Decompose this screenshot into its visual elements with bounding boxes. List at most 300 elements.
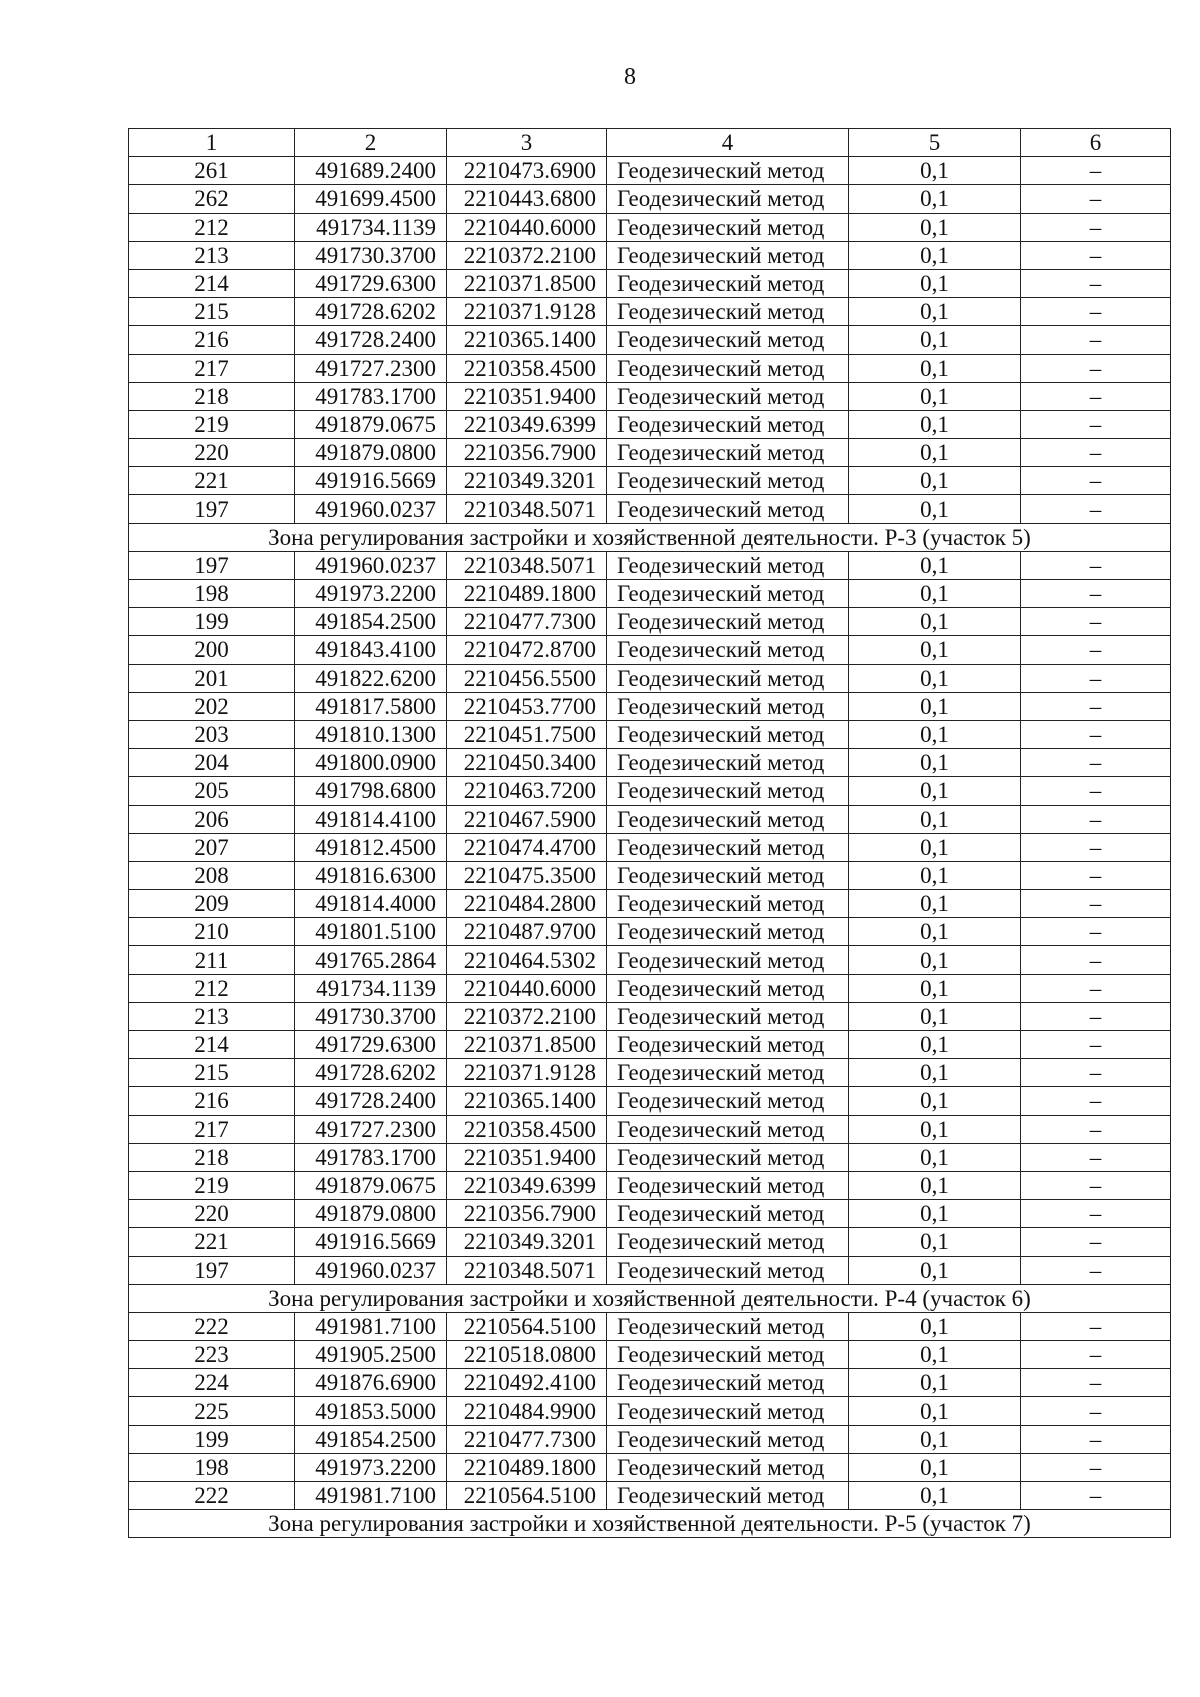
table-cell: 2210351.9400 bbox=[447, 1143, 607, 1171]
table-cell: 491973.2200 bbox=[295, 1453, 447, 1481]
table-cell: 0,1 bbox=[849, 298, 1021, 326]
table-cell: 0,1 bbox=[849, 1397, 1021, 1425]
zone-heading: Зона регулирования застройки и хозяйственной деятельности. Р-5 (участок 7) bbox=[129, 1510, 1171, 1538]
table-cell: Геодезический метод bbox=[607, 185, 849, 213]
table-cell: 0,1 bbox=[849, 410, 1021, 438]
table-cell: 219 bbox=[129, 1171, 295, 1199]
table-cell: 216 bbox=[129, 326, 295, 354]
table-cell: 491960.0237 bbox=[295, 551, 447, 579]
table-cell: Геодезический метод bbox=[607, 1397, 849, 1425]
table-cell: 0,1 bbox=[849, 1369, 1021, 1397]
table-cell: Геодезический метод bbox=[607, 805, 849, 833]
table-cell: 2210477.7300 bbox=[447, 608, 607, 636]
table-row bbox=[129, 1171, 1171, 1199]
table-cell: 0,1 bbox=[849, 185, 1021, 213]
table-cell: 491728.2400 bbox=[295, 1087, 447, 1115]
table-header-row bbox=[129, 129, 1171, 157]
table-cell: 2210450.3400 bbox=[447, 749, 607, 777]
table-cell: – bbox=[1021, 580, 1171, 608]
table-cell: 2210492.4100 bbox=[447, 1369, 607, 1397]
table-row bbox=[129, 1228, 1171, 1256]
table-cell: 491822.6200 bbox=[295, 664, 447, 692]
table-cell: 491730.3700 bbox=[295, 1002, 447, 1030]
header-cell: 6 bbox=[1021, 129, 1171, 157]
table-cell: 0,1 bbox=[849, 1228, 1021, 1256]
table-cell: 0,1 bbox=[849, 495, 1021, 523]
table-cell: 202 bbox=[129, 692, 295, 720]
table-cell: – bbox=[1021, 890, 1171, 918]
table-row bbox=[129, 157, 1171, 185]
table-cell: 206 bbox=[129, 805, 295, 833]
table-row bbox=[129, 439, 1171, 467]
table-cell: Геодезический метод bbox=[607, 157, 849, 185]
table-cell: – bbox=[1021, 1031, 1171, 1059]
table-row bbox=[129, 664, 1171, 692]
table-cell: – bbox=[1021, 213, 1171, 241]
table-cell: 0,1 bbox=[849, 439, 1021, 467]
table-cell: Геодезический метод bbox=[607, 1115, 849, 1143]
table-cell: 491729.6300 bbox=[295, 269, 447, 297]
table-cell: 217 bbox=[129, 1115, 295, 1143]
table-cell: 491783.1700 bbox=[295, 382, 447, 410]
table-cell: 491728.6202 bbox=[295, 298, 447, 326]
table-row bbox=[129, 692, 1171, 720]
table-cell: 213 bbox=[129, 1002, 295, 1030]
table-row bbox=[129, 241, 1171, 269]
table-cell: 0,1 bbox=[849, 1059, 1021, 1087]
header-cell: 4 bbox=[607, 129, 849, 157]
zone-heading-row bbox=[129, 523, 1171, 551]
table-cell: Геодезический метод bbox=[607, 636, 849, 664]
table-cell: 491734.1139 bbox=[295, 974, 447, 1002]
table-cell: – bbox=[1021, 551, 1171, 579]
table-cell: 491727.2300 bbox=[295, 354, 447, 382]
table-cell: Геодезический метод bbox=[607, 918, 849, 946]
table-cell: Геодезический метод bbox=[607, 1171, 849, 1199]
table-cell: 2210484.9900 bbox=[447, 1397, 607, 1425]
table-cell: Геодезический метод bbox=[607, 749, 849, 777]
table-cell: 0,1 bbox=[849, 241, 1021, 269]
table-row bbox=[129, 777, 1171, 805]
page-number: 8 bbox=[624, 64, 636, 90]
table-cell: 491783.1700 bbox=[295, 1143, 447, 1171]
table-cell: 491854.2500 bbox=[295, 608, 447, 636]
table-cell: 2210349.6399 bbox=[447, 410, 607, 438]
table-cell: Геодезический метод bbox=[607, 326, 849, 354]
table-cell: – bbox=[1021, 467, 1171, 495]
table-cell: Геодезический метод bbox=[607, 213, 849, 241]
table-row bbox=[129, 551, 1171, 579]
table-cell: Геодезический метод bbox=[607, 1143, 849, 1171]
table-row bbox=[129, 749, 1171, 777]
table-row bbox=[129, 1256, 1171, 1284]
table-cell: – bbox=[1021, 439, 1171, 467]
table-row bbox=[129, 833, 1171, 861]
table-cell: 2210440.6000 bbox=[447, 974, 607, 1002]
table-cell: 0,1 bbox=[849, 664, 1021, 692]
table-cell: Геодезический метод bbox=[607, 241, 849, 269]
table-cell: 0,1 bbox=[849, 1143, 1021, 1171]
table-cell: 2210484.2800 bbox=[447, 890, 607, 918]
table-cell: 2210451.7500 bbox=[447, 720, 607, 748]
zone-heading: Зона регулирования застройки и хозяйственной деятельности. Р-4 (участок 6) bbox=[129, 1284, 1171, 1312]
coordinates-table bbox=[128, 128, 1171, 1538]
table-cell: 0,1 bbox=[849, 467, 1021, 495]
table-cell: 0,1 bbox=[849, 1312, 1021, 1340]
table-cell: 491730.3700 bbox=[295, 241, 447, 269]
table-cell: 214 bbox=[129, 269, 295, 297]
table-body bbox=[129, 129, 1171, 1538]
table-cell: Геодезический метод bbox=[607, 664, 849, 692]
table-cell: 491798.6800 bbox=[295, 777, 447, 805]
table-cell: 204 bbox=[129, 749, 295, 777]
table-cell: 0,1 bbox=[849, 269, 1021, 297]
table-cell: 0,1 bbox=[849, 974, 1021, 1002]
table-cell: 0,1 bbox=[849, 946, 1021, 974]
table-cell: 2210474.4700 bbox=[447, 833, 607, 861]
table-cell: 2210371.9128 bbox=[447, 1059, 607, 1087]
table-cell: 0,1 bbox=[849, 918, 1021, 946]
table-cell: 491814.4000 bbox=[295, 890, 447, 918]
table-cell: 2210440.6000 bbox=[447, 213, 607, 241]
table-cell: 491973.2200 bbox=[295, 580, 447, 608]
table-cell: 491905.2500 bbox=[295, 1341, 447, 1369]
table-row bbox=[129, 1115, 1171, 1143]
table-cell: 199 bbox=[129, 1425, 295, 1453]
table-cell: Геодезический метод bbox=[607, 890, 849, 918]
table-cell: Геодезический метод bbox=[607, 298, 849, 326]
header-cell: 3 bbox=[447, 129, 607, 157]
table-cell: 491916.5669 bbox=[295, 1228, 447, 1256]
table-cell: 2210371.8500 bbox=[447, 269, 607, 297]
table-cell: Геодезический метод bbox=[607, 580, 849, 608]
table-cell: 2210464.5302 bbox=[447, 946, 607, 974]
table-cell: Геодезический метод bbox=[607, 1031, 849, 1059]
table-row bbox=[129, 298, 1171, 326]
table-cell: – bbox=[1021, 1087, 1171, 1115]
table-cell: 217 bbox=[129, 354, 295, 382]
table-cell: 2210487.9700 bbox=[447, 918, 607, 946]
table-cell: – bbox=[1021, 382, 1171, 410]
table-row bbox=[129, 1482, 1171, 1510]
table-cell: 2210349.3201 bbox=[447, 467, 607, 495]
table-row bbox=[129, 1002, 1171, 1030]
table-cell: – bbox=[1021, 1256, 1171, 1284]
table-cell: 0,1 bbox=[849, 720, 1021, 748]
table-cell: 224 bbox=[129, 1369, 295, 1397]
table-row bbox=[129, 1453, 1171, 1481]
table-row bbox=[129, 185, 1171, 213]
table-cell: 2210348.5071 bbox=[447, 551, 607, 579]
table-cell: 2210358.4500 bbox=[447, 1115, 607, 1143]
table-cell: 491853.5000 bbox=[295, 1397, 447, 1425]
table-cell: Геодезический метод bbox=[607, 382, 849, 410]
table-cell: 225 bbox=[129, 1397, 295, 1425]
table-cell: 222 bbox=[129, 1482, 295, 1510]
table-cell: 0,1 bbox=[849, 1256, 1021, 1284]
table-cell: 491801.5100 bbox=[295, 918, 447, 946]
table-row bbox=[129, 1200, 1171, 1228]
table-cell: 214 bbox=[129, 1031, 295, 1059]
table-cell: – bbox=[1021, 777, 1171, 805]
table-row bbox=[129, 1031, 1171, 1059]
table-cell: Геодезический метод bbox=[607, 1002, 849, 1030]
table-cell: – bbox=[1021, 1115, 1171, 1143]
table-cell: Геодезический метод bbox=[607, 1228, 849, 1256]
zone-heading-row bbox=[129, 1510, 1171, 1538]
table-cell: 0,1 bbox=[849, 1087, 1021, 1115]
table-cell: – bbox=[1021, 1482, 1171, 1510]
table-cell: Геодезический метод bbox=[607, 1256, 849, 1284]
table-cell: – bbox=[1021, 1369, 1171, 1397]
table-row bbox=[129, 974, 1171, 1002]
table-cell: – bbox=[1021, 354, 1171, 382]
table-cell: 198 bbox=[129, 580, 295, 608]
table-cell: 223 bbox=[129, 1341, 295, 1369]
table-cell: 262 bbox=[129, 185, 295, 213]
table-cell: – bbox=[1021, 608, 1171, 636]
table-cell: – bbox=[1021, 269, 1171, 297]
table-cell: – bbox=[1021, 1200, 1171, 1228]
table-cell: – bbox=[1021, 157, 1171, 185]
table-cell: 220 bbox=[129, 1200, 295, 1228]
table-cell: 0,1 bbox=[849, 354, 1021, 382]
table-cell: 491960.0237 bbox=[295, 1256, 447, 1284]
table-cell: 201 bbox=[129, 664, 295, 692]
table-row bbox=[129, 580, 1171, 608]
table-cell: 2210518.0800 bbox=[447, 1341, 607, 1369]
table-cell: 491699.4500 bbox=[295, 185, 447, 213]
table-cell: 2210489.1800 bbox=[447, 580, 607, 608]
table-cell: – bbox=[1021, 1425, 1171, 1453]
table-row bbox=[129, 354, 1171, 382]
table-cell: Геодезический метод bbox=[607, 1087, 849, 1115]
table-row bbox=[129, 269, 1171, 297]
table-cell: 2210349.6399 bbox=[447, 1171, 607, 1199]
table-cell: 197 bbox=[129, 495, 295, 523]
table-cell: – bbox=[1021, 1453, 1171, 1481]
table-cell: 219 bbox=[129, 410, 295, 438]
table-cell: Геодезический метод bbox=[607, 467, 849, 495]
table-cell: Геодезический метод bbox=[607, 354, 849, 382]
table-cell: 2210456.5500 bbox=[447, 664, 607, 692]
table-row bbox=[129, 1143, 1171, 1171]
table-cell: Геодезический метод bbox=[607, 861, 849, 889]
table-cell: 491879.0800 bbox=[295, 439, 447, 467]
table-cell: 491879.0800 bbox=[295, 1200, 447, 1228]
table-cell: 218 bbox=[129, 1143, 295, 1171]
table-cell: 216 bbox=[129, 1087, 295, 1115]
table-cell: – bbox=[1021, 636, 1171, 664]
table-cell: – bbox=[1021, 298, 1171, 326]
table-cell: 0,1 bbox=[849, 890, 1021, 918]
table-row bbox=[129, 720, 1171, 748]
table-cell: – bbox=[1021, 720, 1171, 748]
table-cell: 2210473.6900 bbox=[447, 157, 607, 185]
table-cell: 0,1 bbox=[849, 1482, 1021, 1510]
table-row bbox=[129, 326, 1171, 354]
table-cell: – bbox=[1021, 664, 1171, 692]
table-cell: 198 bbox=[129, 1453, 295, 1481]
table-row bbox=[129, 918, 1171, 946]
table-cell: 215 bbox=[129, 298, 295, 326]
table-cell: – bbox=[1021, 946, 1171, 974]
table-row bbox=[129, 1087, 1171, 1115]
table-cell: 221 bbox=[129, 1228, 295, 1256]
table-cell: 2210371.8500 bbox=[447, 1031, 607, 1059]
table-cell: 2210372.2100 bbox=[447, 241, 607, 269]
table-cell: Геодезический метод bbox=[607, 1482, 849, 1510]
table-cell: 2210489.1800 bbox=[447, 1453, 607, 1481]
table-cell: – bbox=[1021, 1002, 1171, 1030]
table-cell: 2210477.7300 bbox=[447, 1425, 607, 1453]
table-row bbox=[129, 1312, 1171, 1340]
table-cell: 0,1 bbox=[849, 326, 1021, 354]
table-cell: Геодезический метод bbox=[607, 410, 849, 438]
table-cell: Геодезический метод bbox=[607, 946, 849, 974]
table-cell: 0,1 bbox=[849, 1002, 1021, 1030]
table-cell: 0,1 bbox=[849, 608, 1021, 636]
table-cell: 2210348.5071 bbox=[447, 1256, 607, 1284]
table-cell: 0,1 bbox=[849, 580, 1021, 608]
table-row bbox=[129, 636, 1171, 664]
table-cell: 2210372.2100 bbox=[447, 1002, 607, 1030]
table-cell: Геодезический метод bbox=[607, 720, 849, 748]
table-cell: 0,1 bbox=[849, 1171, 1021, 1199]
table-cell: 2210351.9400 bbox=[447, 382, 607, 410]
header-cell: 1 bbox=[129, 129, 295, 157]
table-cell: – bbox=[1021, 1228, 1171, 1256]
table-cell: 0,1 bbox=[849, 1453, 1021, 1481]
table-cell: 2210365.1400 bbox=[447, 1087, 607, 1115]
table-cell: Геодезический метод bbox=[607, 551, 849, 579]
table-cell: 491876.6900 bbox=[295, 1369, 447, 1397]
table-cell: 0,1 bbox=[849, 636, 1021, 664]
table-cell: 491728.6202 bbox=[295, 1059, 447, 1087]
table-cell: 205 bbox=[129, 777, 295, 805]
table-cell: 491812.4500 bbox=[295, 833, 447, 861]
table-cell: – bbox=[1021, 241, 1171, 269]
table-cell: 491879.0675 bbox=[295, 1171, 447, 1199]
table-cell: 2210453.7700 bbox=[447, 692, 607, 720]
table-cell: 2210475.3500 bbox=[447, 861, 607, 889]
table-cell: 491960.0237 bbox=[295, 495, 447, 523]
table-cell: 211 bbox=[129, 946, 295, 974]
table-cell: 0,1 bbox=[849, 1200, 1021, 1228]
table-cell: Геодезический метод bbox=[607, 1059, 849, 1087]
table-cell: – bbox=[1021, 1059, 1171, 1087]
table-cell: 2210356.7900 bbox=[447, 439, 607, 467]
table-row bbox=[129, 410, 1171, 438]
table-row bbox=[129, 805, 1171, 833]
table-cell: 0,1 bbox=[849, 833, 1021, 861]
table-cell: 2210472.8700 bbox=[447, 636, 607, 664]
zone-heading: Зона регулирования застройки и хозяйственной деятельности. Р-3 (участок 5) bbox=[129, 523, 1171, 551]
table-cell: 0,1 bbox=[849, 382, 1021, 410]
table-cell: 221 bbox=[129, 467, 295, 495]
table-cell: Геодезический метод bbox=[607, 1341, 849, 1369]
table-cell: 491843.4100 bbox=[295, 636, 447, 664]
table-cell: – bbox=[1021, 1171, 1171, 1199]
table-row bbox=[129, 1425, 1171, 1453]
table-row bbox=[129, 467, 1171, 495]
table-row bbox=[129, 1059, 1171, 1087]
table-cell: 0,1 bbox=[849, 805, 1021, 833]
table-cell: Геодезический метод bbox=[607, 1200, 849, 1228]
table-row bbox=[129, 1341, 1171, 1369]
table-cell: 2210463.7200 bbox=[447, 777, 607, 805]
table-cell: 491817.5800 bbox=[295, 692, 447, 720]
table-cell: 0,1 bbox=[849, 1115, 1021, 1143]
table-cell: 491854.2500 bbox=[295, 1425, 447, 1453]
table-cell: 203 bbox=[129, 720, 295, 748]
table-cell: – bbox=[1021, 1397, 1171, 1425]
table-cell: 212 bbox=[129, 213, 295, 241]
table-cell: – bbox=[1021, 1312, 1171, 1340]
table-cell: – bbox=[1021, 861, 1171, 889]
table-cell: 491816.6300 bbox=[295, 861, 447, 889]
table-cell: 0,1 bbox=[849, 1425, 1021, 1453]
table-cell: – bbox=[1021, 805, 1171, 833]
table-cell: 491689.2400 bbox=[295, 157, 447, 185]
table-cell: 212 bbox=[129, 974, 295, 1002]
table-row bbox=[129, 1397, 1171, 1425]
table-cell: Геодезический метод bbox=[607, 1369, 849, 1397]
table-cell: Геодезический метод bbox=[607, 439, 849, 467]
table-cell: 491728.2400 bbox=[295, 326, 447, 354]
table-cell: Геодезический метод bbox=[607, 1453, 849, 1481]
header-cell: 2 bbox=[295, 129, 447, 157]
table-cell: 0,1 bbox=[849, 1031, 1021, 1059]
table-cell: 0,1 bbox=[849, 777, 1021, 805]
table-cell: 2210467.5900 bbox=[447, 805, 607, 833]
table-cell: 0,1 bbox=[849, 861, 1021, 889]
table-cell: 200 bbox=[129, 636, 295, 664]
table-cell: 491810.1300 bbox=[295, 720, 447, 748]
table-cell: – bbox=[1021, 185, 1171, 213]
table-cell: Геодезический метод bbox=[607, 833, 849, 861]
table-row bbox=[129, 1369, 1171, 1397]
table-cell: 2210358.4500 bbox=[447, 354, 607, 382]
table-cell: 215 bbox=[129, 1059, 295, 1087]
table-cell: 2210348.5071 bbox=[447, 495, 607, 523]
table-cell: 491765.2864 bbox=[295, 946, 447, 974]
table-cell: 491734.1139 bbox=[295, 213, 447, 241]
table-cell: 2210564.5100 bbox=[447, 1312, 607, 1340]
table-cell: – bbox=[1021, 326, 1171, 354]
table-cell: 197 bbox=[129, 1256, 295, 1284]
table-cell: – bbox=[1021, 918, 1171, 946]
table-cell: – bbox=[1021, 1341, 1171, 1369]
table-cell: Геодезический метод bbox=[607, 692, 849, 720]
table-cell: – bbox=[1021, 833, 1171, 861]
table-cell: 2210365.1400 bbox=[447, 326, 607, 354]
table-cell: 261 bbox=[129, 157, 295, 185]
table-cell: – bbox=[1021, 495, 1171, 523]
table-cell: 0,1 bbox=[849, 1341, 1021, 1369]
table-cell: Геодезический метод bbox=[607, 777, 849, 805]
table-row bbox=[129, 608, 1171, 636]
table-cell: – bbox=[1021, 974, 1171, 1002]
table-cell: 491916.5669 bbox=[295, 467, 447, 495]
table-cell: 199 bbox=[129, 608, 295, 636]
table-row bbox=[129, 890, 1171, 918]
table-cell: 210 bbox=[129, 918, 295, 946]
table-cell: 0,1 bbox=[849, 692, 1021, 720]
table-cell: 0,1 bbox=[849, 551, 1021, 579]
table-cell: Геодезический метод bbox=[607, 1425, 849, 1453]
zone-heading-row bbox=[129, 1284, 1171, 1312]
